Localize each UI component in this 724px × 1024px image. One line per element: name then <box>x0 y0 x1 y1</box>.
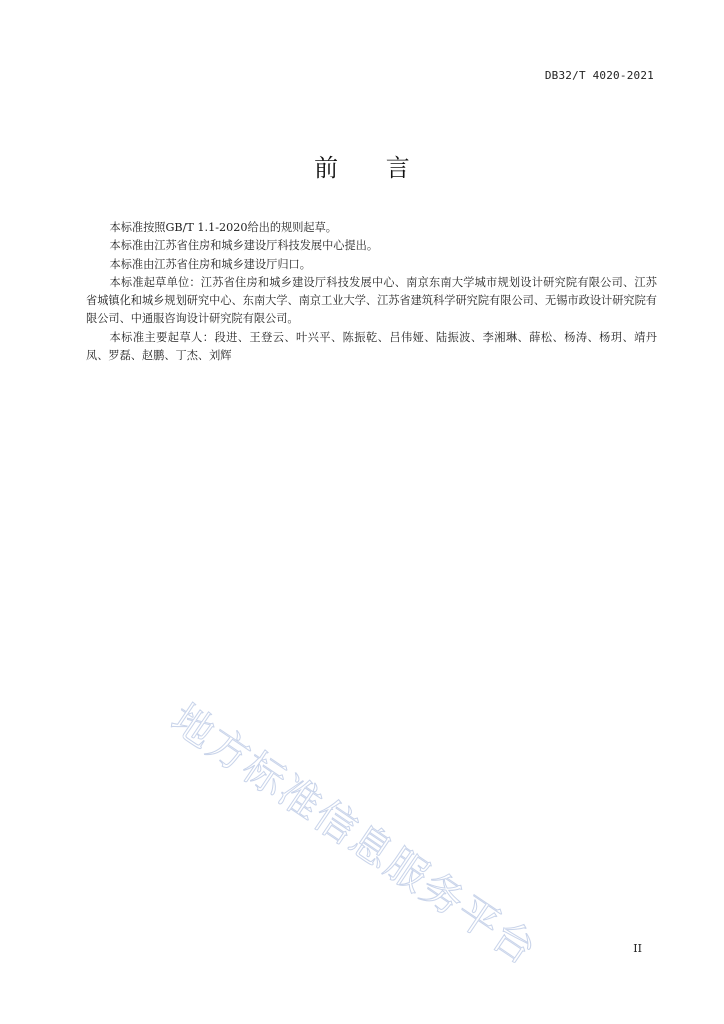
page-number: II <box>633 942 642 955</box>
paragraph-proposer: 本标准由江苏省住房和城乡建设厅科技发展中心提出。 <box>109 239 379 253</box>
paragraph-drafting-rules: 本标准按照GB/T 1.1-2020给出的规则起草。 <box>109 221 337 234</box>
paragraph-administrator: 本标准由江苏省住房和城乡建设厅归口。 <box>109 257 311 271</box>
standard-code: DB32/T 4020-2021 <box>544 69 654 82</box>
paragraph-drafting-units: 本标准起草单位：江苏省住房和城乡建设厅科技发展中心、南京东南大学城市规划设计研究院有限公司、江苏省城镇化和城乡规划研究中心、东南大学、南京工业大学、江苏省建筑科学研究院有限公司、无锡市政设计研究院有限公司、中通服咨询设计研究院有限公司。 <box>86 275 657 326</box>
page-title: 前 言 <box>314 154 430 182</box>
watermark: 地方标准信息服务平台 <box>162 694 546 975</box>
paragraph-main-drafters: 本标准主要起草人：段进、王登云、叶兴平、陈振乾、吕伟娅、陆振波、李湘琳、薛松、杨涛、杨玥、靖丹凤、罗磊、赵鹏、丁杰、刘辉 <box>86 330 657 363</box>
foreword-body <box>86 219 657 365</box>
